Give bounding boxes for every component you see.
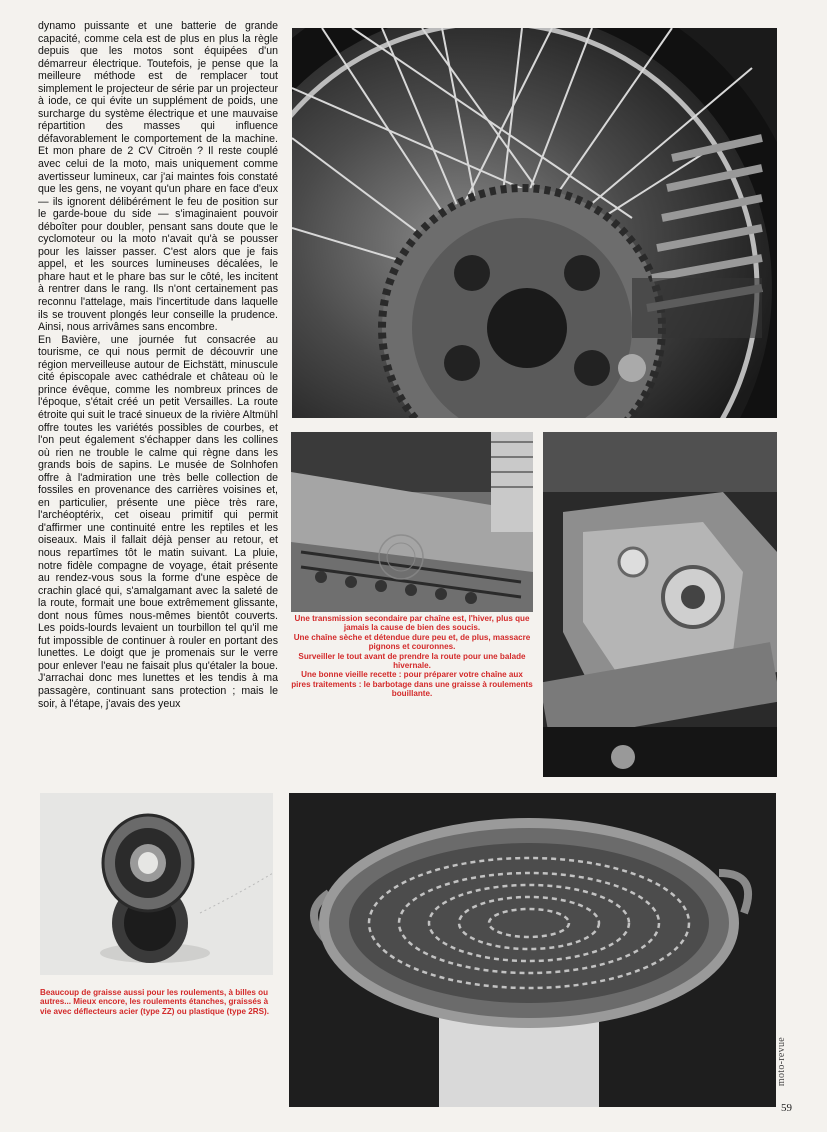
photo-dry-chain: [291, 432, 533, 612]
caption-bearings: Beaucoup de graisse aussi pour les roulements, à billes ou autres... Mieux encore, les roulements étanches, graissés à vie avec déflecteurs acier (type ZZ) ou plastique (type 2RS).: [40, 988, 269, 1016]
article-paragraph: dynamo puissante et une batterie de grande capacité, comme cela est de plus en plus la règle depuis que les motos sont équipées d'un démarreur électrique. Toutefois, je pense que la meilleure méthode est de remplacer tout simplement le projecteur de série par un projecteur à iode, ce qui évite un supplément de poids, une surcharge du système électrique et une mauvaise répartition des masses qui influence défavorablement le comportement de la machine. Et mon phare de 2 CV Citroën ? Il reste couplé avec celui de la moto, mais uniquement comme avertisseur lumineux, car j'ai maintes fois constaté que les gens, ne voyant qu'un phare en face d'eux — ils ignorent délibérément le feu de position sur le garde-boue du side — s'imaginaient pouvoir déboîter pour doubler, pensant sans doute que le cyclomoteur ou la moto n'avait qu'à se pousser pour les laisser passer. C'est alors que je fais appel, et les sources lumineuses décalées, le phare haut et le phare bas sur le côté, les incitent à rentrer dans le rang. Ils n'ont certainement pas reconnu l'attelage, mais l'incertitude dans laquelle ils se trouvent plongés leur conseille la prudence. Ainsi, nous arrivâmes sans encombre.: [38, 20, 278, 334]
photo-grease-pan: [289, 793, 776, 1107]
caption-line: Une transmission secondaire par chaîne est, l'hiver, plus que jamais la cause de bien des soucis.: [294, 614, 530, 633]
caption-line: Une bonne vieille recette : pour préparer votre chaîne aux pires traitements : le barbotage dans une graisse à roulements bouillante.: [291, 670, 533, 699]
article-text: [38, 20, 278, 710]
magazine-name: moto-revue: [776, 1037, 787, 1087]
article-paragraph: En Bavière, une journée fut consacrée au tourisme, ce qui nous permit de découvrir une région merveilleuse autour de Eichstätt, minuscule cité épiscopale avec cathédrale et château où le prince évêque, comme les nombreux princes de l'époque, s'était créé un petit Versailles. La route étroite qui suit le tracé sinueux de la rivière Altmühl offre toutes les variétés possibles de courbes, et l'on peut également s'échapper dans les collines où rien ne trouble le calme qui règne dans les grands bois de sapins. Le musée de Solnhofen offre à l'admiration une très belle collection de fossiles en provenance des carrières voisines et, en particulier, présente une pièce très rare, l'archéoptérix, cet oiseau primitif qui permit d'affirmer une continuité entre les reptiles et les oiseaux. Mais il fallait déjà penser au retour, et nous repartîmes tôt le matin suivant. La pluie, notre fidèle compagne de voyage, était présente au rendez-vous sous la forme d'une espèce de crachin glacé qui, s'amalgamant avec la saleté de la route, formait une boue extrêmement glissante, dont nous fûmes nous-mêmes bientôt couverts. Les poids-lourds levaient un tourbillon tel qu'il me fut impossible de continuer à rouler en portant des lunettes. Le doigt que je promenais sur le verre pour enlever l'eau ne faisait plus qu'étaler la boue. J'arrachai donc mes lunettes et les tendis à ma passagère, continuant sans protection ; mais le soir, à l'étape, j'avais des yeux: [38, 333, 278, 710]
caption-chain: [291, 614, 533, 699]
photo-rear-sprocket: [292, 28, 777, 418]
photo-bearings: [40, 793, 273, 975]
photo-swingarm: [543, 432, 777, 777]
caption-line: Une chaîne sèche et détendue dure peu et, de plus, massacre pignons et couronnes.: [293, 632, 531, 652]
caption-line: Surveiller le tout avant de prendre la route pour une balade hivernale.: [298, 651, 526, 671]
page-number: 59: [781, 1102, 792, 1114]
